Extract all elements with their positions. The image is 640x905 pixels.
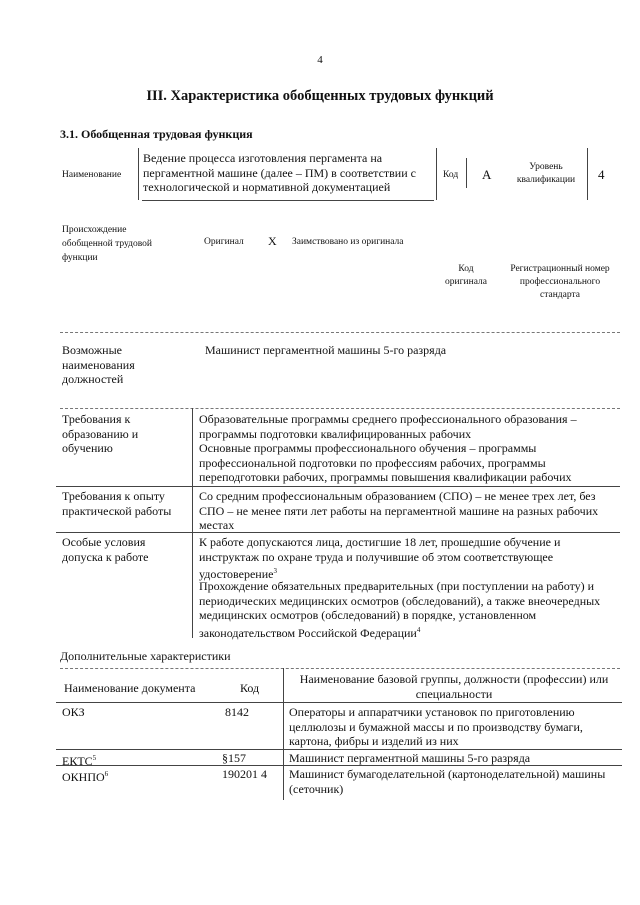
special-text-1: К работе допускаются лица, достигшие 18 лет, прошедшие обучение и инструктаж по охране труда и получившие об этом соответствующее удостоверение — [199, 535, 561, 581]
subsection-title: 3.1. Обобщенная трудовая функция — [60, 127, 253, 141]
additional-table-top — [60, 668, 620, 669]
name-underline — [142, 200, 434, 201]
function-name: Ведение процесса изготовления пергамента на пергаментной машине (далее – ПМ) в соответствии с технологической и нормативной документацией — [143, 151, 416, 194]
additional-header-bottom — [56, 702, 622, 703]
okpno-top-border — [56, 765, 622, 766]
education-top-border — [60, 408, 620, 409]
footnote-ref-5: 5 — [92, 754, 97, 762]
special-label: Особые условия допуска к работе — [62, 535, 149, 564]
level-box-border — [587, 148, 588, 200]
origin-mark: X — [268, 234, 277, 248]
level-label: Уровень квалификации — [516, 162, 576, 185]
experience-top-border — [56, 486, 620, 487]
origin-original: Оригинал — [204, 237, 244, 247]
education-label: Требования к образованию и обучению — [62, 412, 139, 455]
origin-borrowed: Заимствовано из оригинала — [292, 237, 404, 247]
ekts-doc-text: ЕКТС — [62, 754, 93, 768]
col-name-header: Наименование базовой группы, должности (профессии) или специальности — [299, 672, 609, 701]
okpno-name: Машинист бумагоделательной (картоноделательной) машины (сеточник) — [289, 767, 606, 796]
okz-code: 8142 — [225, 705, 249, 719]
reg-number-label: Регистрационный номер профессионального стандарта — [510, 264, 610, 300]
positions-value: Машинист пергаментной машины 5-го разряда — [205, 343, 447, 357]
code-label: Код — [443, 170, 459, 180]
okz-doc: ОКЗ — [62, 705, 85, 719]
experience-value: Со средним профессиональным образованием (СПО) – не менее трех лет, без СПО – не менее пяти лет работы на пергаментной машине на разных рабочих местах — [199, 489, 599, 532]
okpno-code: 190201 4 — [222, 767, 267, 781]
okpno-doc-text: ОКНПО — [62, 770, 105, 784]
origin-label: Происхождение обобщенной трудовой функции — [62, 225, 152, 263]
positions-top-border — [60, 332, 620, 333]
okz-name: Операторы и аппаратчики установок по приготовлению целлюлозы и бумажной массы и по производству бумаги, картона, фибры и изделий из них — [289, 705, 583, 748]
name-box-right-border — [436, 148, 437, 200]
code-value: А — [482, 167, 492, 182]
footnote-ref-3: 3 — [273, 567, 277, 575]
footnote-ref-4: 4 — [416, 625, 421, 634]
name-column-border — [283, 668, 284, 800]
ekts-top-border — [56, 749, 622, 750]
ekts-code: §157 — [222, 751, 246, 765]
page-number: 4 — [317, 54, 323, 66]
code-box-border — [466, 158, 467, 188]
footnote-ref-6: 6 — [104, 770, 109, 778]
level-value: 4 — [598, 167, 605, 182]
special-value-2 — [199, 579, 619, 640]
education-value: Образовательные программы среднего профессионального образования – программы подготовки квалифицированных рабочих Основные программы профессионального обучения – программы профессиональной подготовки по профессиям рабочих, программы переподготовки рабочих, программы повышения квалификации рабочих — [199, 412, 577, 484]
special-text-2: Прохождение обязательных предварительных (при поступлении на работу) и периодических медицинских осмотров (обследований), а также внеочередных медицинских осмотров (обследований) в порядке, установленном законодательством Российской Федерации — [199, 579, 601, 640]
okpno-doc — [62, 767, 108, 785]
ekts-name: Машинист пергаментной машины 5-го разряда — [289, 751, 531, 765]
special-value-1 — [199, 535, 619, 582]
additional-title: Дополнительные характеристики — [60, 649, 231, 663]
name-box-left-border — [138, 148, 139, 200]
code-original-label: Код оригинала — [445, 264, 487, 287]
col-code-header: Код — [240, 681, 260, 695]
col-doc-header: Наименование документа — [64, 681, 196, 695]
special-top-border — [56, 532, 620, 533]
name-label: Наименование — [62, 170, 122, 180]
label-column-border — [192, 408, 193, 638]
experience-label: Требования к опыту практической работы — [62, 489, 172, 518]
section-title: III. Характеристика обобщенных трудовых функций — [146, 88, 494, 104]
positions-label: Возможные наименования должностей — [62, 343, 135, 386]
